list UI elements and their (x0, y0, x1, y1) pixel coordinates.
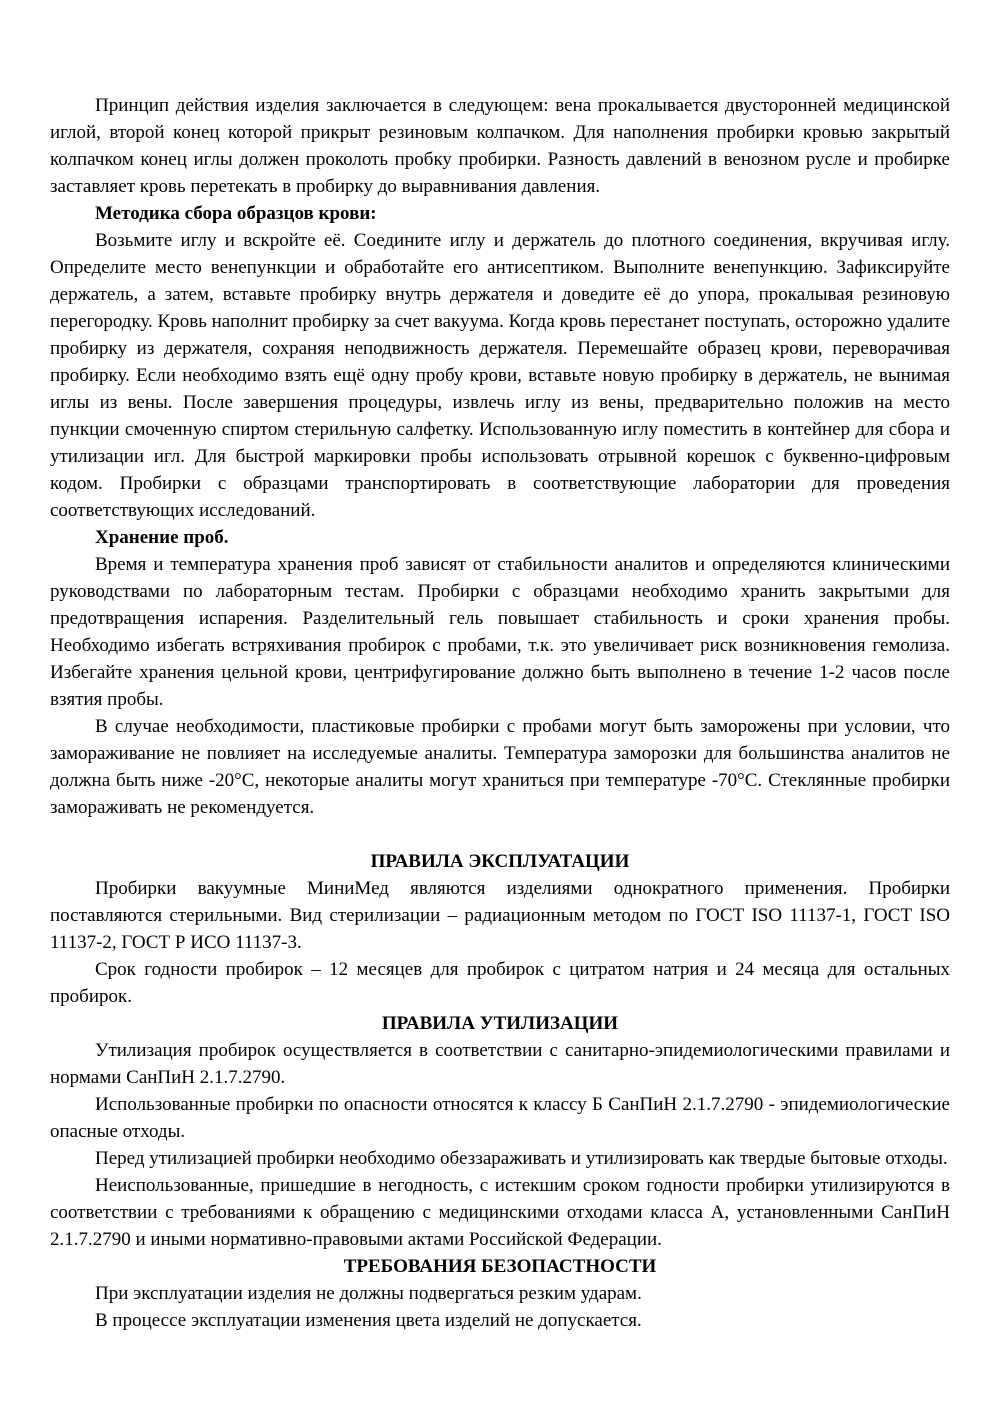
paragraph-collection-procedure: Возьмите иглу и вскройте её. Соедините иглу и держатель до плотного соединения, вкручивая иглу. Определите место венепункции и обработайте его антисептиком. Выполните венепункцию. Зафиксируйте держатель, а затем, вставьте пробирку внутрь держателя и доведите её до упора, прокалывая резиновую перегородку. Кровь наполнит пробирку за счет вакуума. Когда кровь перестанет поступать, осторожно удалите пробирку из держателя, сохраняя неподвижность держателя. Перемешайте образец крови, переворачивая пробирку. Если необходимо взять ещё одну пробу крови, вставьте новую пробирку в держатель, не вынимая иглы из вены. После завершения процедуры, извлечь иглу из вены, предварительно положив на место пункции смоченную спиртом стерильную салфетку. Использованную иглу поместить в контейнер для сбора и утилизации игл. Для быстрой маркировки пробы использовать отрывной корешок с буквенно-цифровым кодом. Пробирки с образцами транспортировать в соответствующие лаборатории для проведения соответствующих исследований. (50, 230, 950, 521)
paragraph-no-color-change: В процессе эксплуатации изменения цвета изделий не допускается. (95, 1310, 642, 1331)
heading-operation-rules: ПРАВИЛА ЭКСПЛУАТАЦИИ (370, 851, 630, 872)
paragraph-storage-conditions: Время и температура хранения проб зависят от стабильности аналитов и определяются клиническими руководствами по лабораторным тестам. Пробирки с образцами необходимо хранить закрытыми для предотвращения испарения. Разделительный гель повышает стабильность и сроки хранения пробы. Необходимо избегать встряхивания пробирок с пробами, т.к. это увеличивает риск возникновения гемолиза. Избегайте хранения цельной крови, центрифугирование должно быть выполнено в течение 1-2 часов после взятия пробы. (50, 554, 950, 710)
paragraph-disposal-sanpin: Утилизация пробирок осуществляется в соответствии с санитарно-эпидемиологическими правилами и нормами СанПиН 2.1.7.2790. (50, 1040, 950, 1088)
paragraph-operating-principle: Принцип действия изделия заключается в следующем: вена прокалывается двусторонней медицинской иглой, второй конец которой прикрыт резиновым колпачком. Для наполнения пробирки кровью закрытый колпачком конец иглы должен проколоть пробку пробирки. Разность давлений в венозном русле и пробирке заставляет кровь перетекать в пробирку до выравнивания давления. (50, 95, 950, 197)
paragraph-shelf-life: Срок годности пробирок – 12 месяцев для пробирок с цитратом натрия и 24 месяца для остальных пробирок. (50, 959, 950, 1007)
heading-safety-requirements: ТРЕБОВАНИЯ БЕЗОПАСТНОСТИ (343, 1256, 657, 1277)
paragraph-unused-tubes-disposal: Неиспользованные, пришедшие в негодность, с истекшим сроком годности пробирки утилизируются в соответствии с требованиями к обращению с медицинскими отходами класса А, установленными СанПиН 2.1.7.2790 и иными нормативно-правовыми актами Российской Федерации. (50, 1175, 950, 1250)
paragraph-sterilization: Пробирки вакуумные МиниМед являются изделиями однократного применения. Пробирки поставляются стерильными. Вид стерилизации – радиационным методом по ГОСТ ISO 11137-1, ГОСТ ISO 11137-2, ГОСТ Р ИСО 11137-3. (50, 878, 950, 953)
heading-blood-collection-method: Методика сбора образцов крови: (95, 203, 377, 224)
paragraph-used-tubes-class: Использованные пробирки по опасности относятся к классу Б СанПиН 2.1.7.2790 - эпидемиологические опасные отходы. (50, 1094, 950, 1142)
heading-disposal-rules: ПРАВИЛА УТИЛИЗАЦИИ (381, 1013, 619, 1034)
heading-sample-storage: Хранение проб. (95, 527, 229, 548)
paragraph-freezing-conditions: В случае необходимости, пластиковые пробирки с пробами могут быть заморожены при условии, что замораживание не повлияет на исследуемые аналиты. Температура заморозки для большинства аналитов не должна быть ниже -20°С, некоторые аналиты могут храниться при температуре -70°С. Стеклянные пробирки замораживать не рекомендуется. (50, 716, 950, 818)
paragraph-no-impacts: При эксплуатации изделия не должны подвергаться резким ударам. (95, 1283, 642, 1304)
paragraph-decontamination: Перед утилизацией пробирки необходимо обеззараживать и утилизировать как твердые бытовые отходы. (95, 1148, 948, 1169)
